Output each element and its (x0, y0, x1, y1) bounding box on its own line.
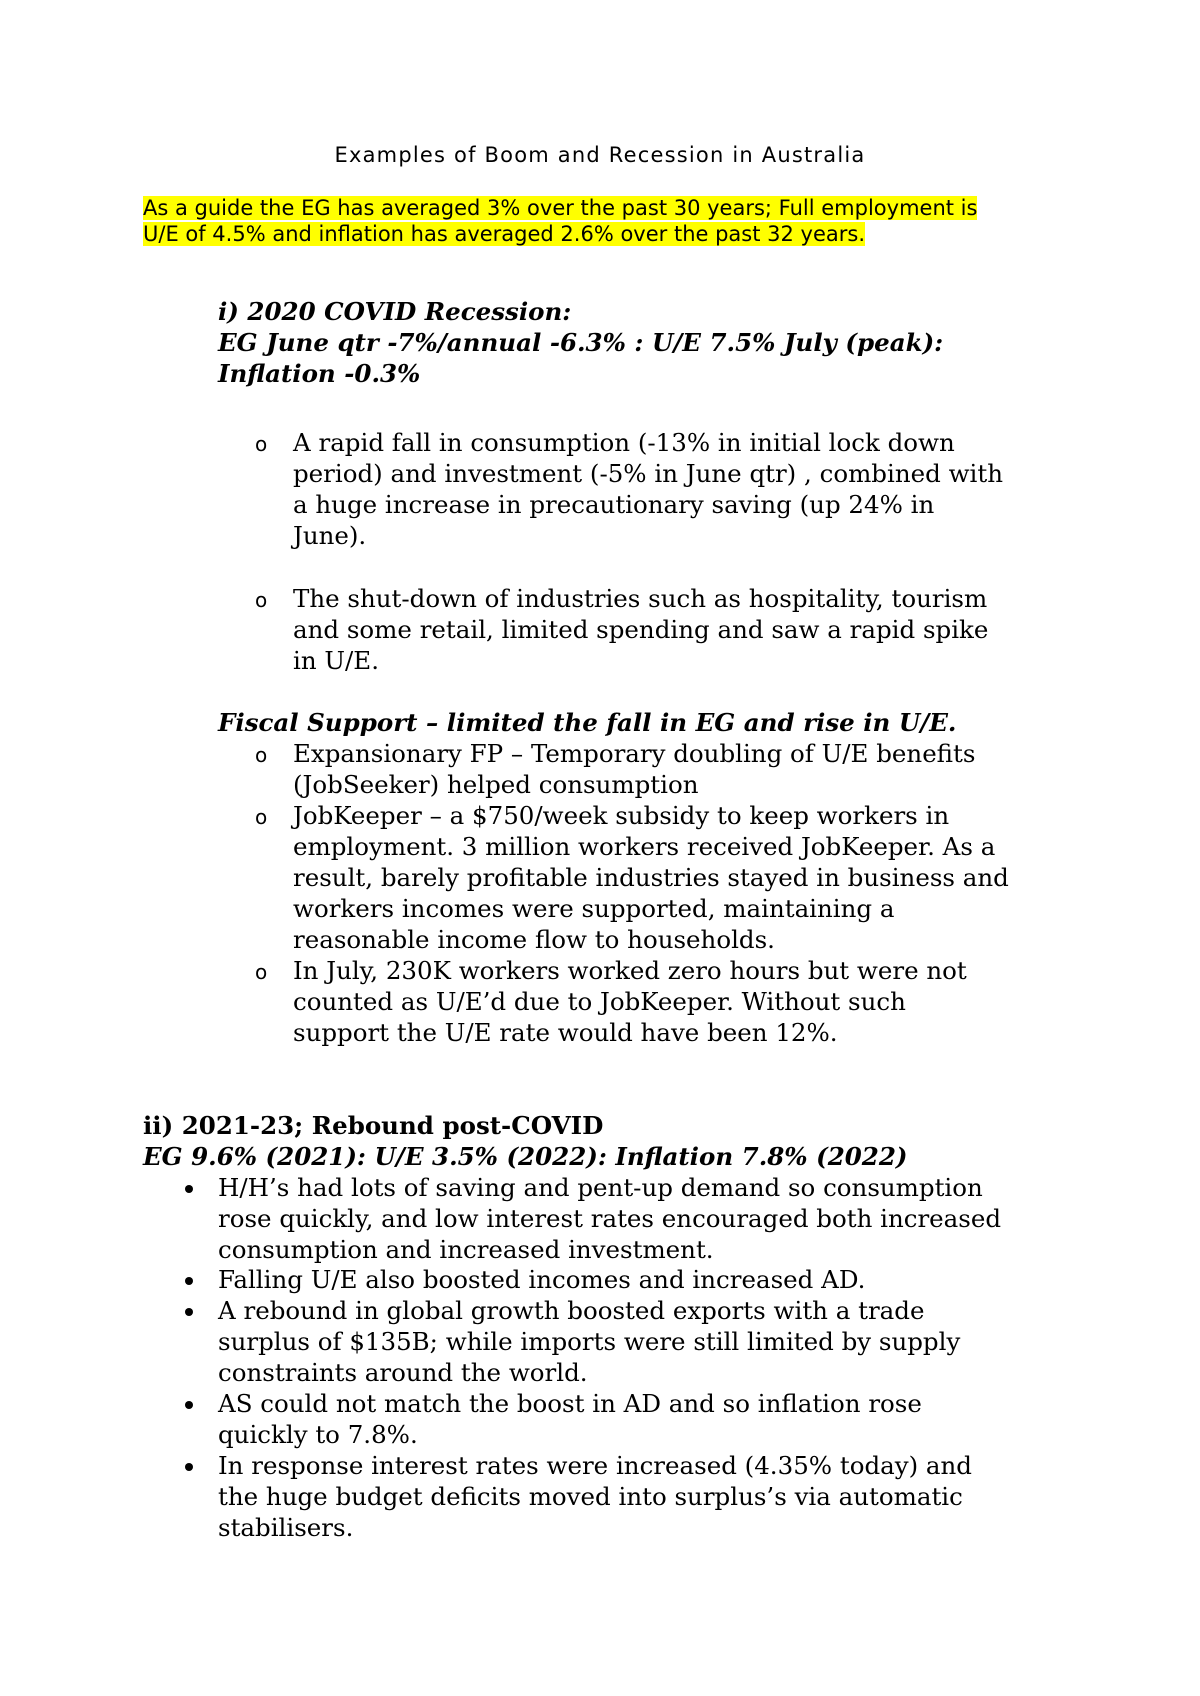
fiscal-support-heading: Fiscal Support – limited the fall in EG and rise in U/E. (218, 708, 957, 737)
page-title: Examples of Boom and Recession in Australia (334, 143, 866, 167)
list-item-text (218, 1388, 922, 1450)
list-item-line: A rapid fall in consumption (-13% in initial lock down (293, 428, 955, 457)
list-item-line: H/H’s had lots of saving and pent-up demand so consumption (218, 1173, 983, 1202)
section-1-heading-line: Inflation -0.3% (218, 359, 421, 388)
list-item-line: and some retail, limited spending and saw a rapid spike (293, 615, 989, 644)
bullet-dot-icon (185, 1308, 193, 1316)
section-2-subheading: EG 9.6% (2021): U/E 3.5% (2022): Inflation 7.8% (2022) (143, 1142, 908, 1171)
list-item-text (293, 955, 967, 1048)
list-item-text (218, 1264, 865, 1295)
bullet-circle-icon: o (255, 588, 268, 612)
list-item-line: constraints around the world. (218, 1358, 588, 1387)
list-item-line: in U/E. (293, 646, 379, 675)
list-item-line: stabilisers. (218, 1513, 354, 1542)
list-item-line: the huge budget deficits moved into surplus’s via automatic (218, 1482, 963, 1511)
list-item-line: a huge increase in precautionary saving (up 24% in (293, 490, 935, 519)
list-item-text (293, 583, 988, 676)
list-item-line: (JobSeeker) helped consumption (293, 770, 699, 799)
list-item-line: Falling U/E also boosted incomes and increased AD. (218, 1265, 866, 1294)
bullet-dot-icon (185, 1185, 193, 1193)
list-item-line: reasonable income flow to households. (293, 925, 775, 954)
list-item-text (293, 738, 975, 800)
list-item-line: June). (293, 521, 367, 550)
list-item-line: result, barely profitable industries stayed in business and (293, 863, 1009, 892)
list-item-text (293, 427, 1003, 551)
bullet-dot-icon (185, 1277, 193, 1285)
list-item-line: Expansionary FP – Temporary doubling of U/E benefits (293, 739, 976, 768)
list-item-line: surplus of $135B; while imports were still limited by supply (218, 1327, 961, 1356)
bullet-dot-icon (185, 1401, 193, 1409)
guide-line-1: As a guide the EG has averaged 3% over the past 30 years; Full employment is (143, 196, 978, 220)
list-item-line: AS could not match the boost in AD and so inflation rose (218, 1389, 922, 1418)
section-1-heading-line: EG June qtr -7%/annual -6.3% : U/E 7.5% July (peak): (218, 328, 944, 357)
list-item-line: JobKeeper – a $750/week subsidy to keep workers in (293, 801, 950, 830)
section-1-heading (218, 296, 1118, 389)
section-2-heading: ii) 2021-23; Rebound post-COVID (143, 1111, 604, 1140)
bullet-circle-icon: o (255, 805, 268, 829)
list-item-line: workers incomes were supported, maintaining a (293, 894, 895, 923)
list-item-text (218, 1172, 1001, 1265)
list-item-text (218, 1450, 972, 1543)
bullet-circle-icon: o (255, 960, 268, 984)
list-item-line: quickly to 7.8%. (218, 1420, 418, 1449)
bullet-circle-icon: o (255, 743, 268, 767)
guide-note (143, 195, 1063, 247)
list-item-line: employment. 3 million workers received JobKeeper. As a (293, 832, 996, 861)
bullet-dot-icon (185, 1463, 193, 1471)
list-item-text (218, 1295, 960, 1388)
guide-line-2: U/E of 4.5% and inflation has averaged 2.6% over the past 32 years. (143, 222, 866, 246)
list-item-line: period) and investment (-5% in June qtr) , combined with (293, 459, 1004, 488)
list-item-line: In response interest rates were increased (4.35% today) and (218, 1451, 972, 1480)
list-item-line: rose quickly, and low interest rates encouraged both increased (218, 1204, 1002, 1233)
list-item-line: counted as U/E’d due to JobKeeper. Without such (293, 987, 906, 1016)
list-item-text (293, 800, 1009, 955)
section-1-heading-line: i) 2020 COVID Recession: (218, 297, 572, 326)
list-item-line: The shut-down of industries such as hospitality, tourism (293, 584, 988, 613)
bullet-circle-icon: o (255, 432, 268, 456)
list-item-line: A rebound in global growth boosted exports with a trade (218, 1296, 925, 1325)
list-item-line: In July, 230K workers worked zero hours but were not (293, 956, 967, 985)
list-item-line: support the U/E rate would have been 12%. (293, 1018, 838, 1047)
list-item-line: consumption and increased investment. (218, 1235, 714, 1264)
